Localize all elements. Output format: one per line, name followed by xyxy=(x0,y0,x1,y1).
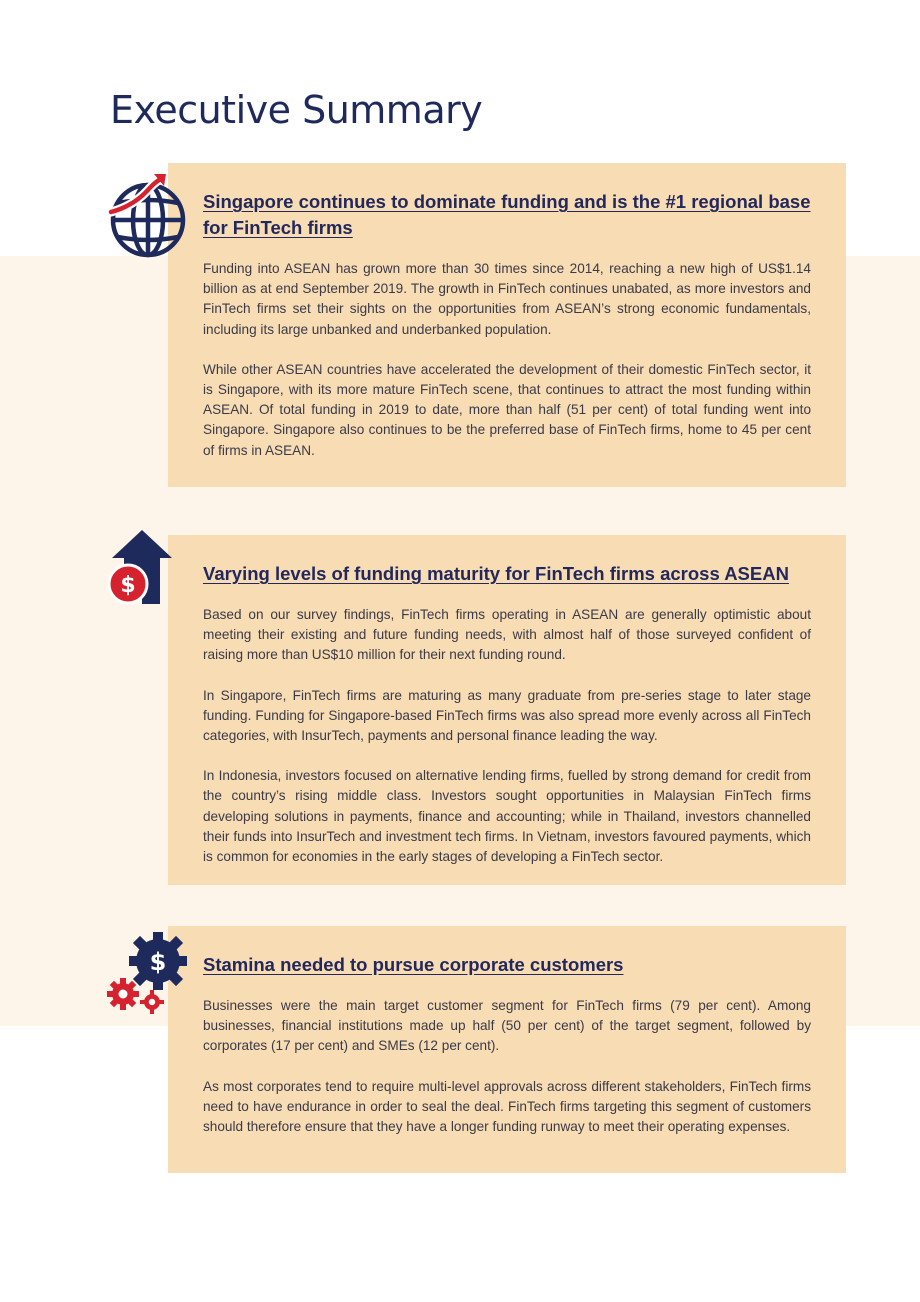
page-title: Executive Summary xyxy=(110,88,483,132)
globe-growth-icon xyxy=(107,170,189,260)
dollar-gears-icon xyxy=(106,926,190,1018)
summary-card-corporate-customers xyxy=(168,926,846,1173)
section-heading: Singapore continues to dominate funding and is the #1 regional base for FinTech firms xyxy=(203,191,811,238)
section-heading: Stamina needed to pursue corporate customers xyxy=(203,954,624,975)
dollar-glyph: $ xyxy=(120,573,136,598)
section-paragraph: Businesses were the main target customer segment for FinTech firms (79 per cent). Among businesses, financial institutions made up half (50 per cent) of the target segment, followed by corporates (17 per cent) and SMEs (12 per cent). xyxy=(203,998,811,1054)
dollar-glyph: $ xyxy=(149,948,167,976)
section-paragraph: Funding into ASEAN has grown more than 30 times since 2014, reaching a new high of US$1.14 billion as at end September 2019. The growth in FinTech continues unabated, as more investors and FinTech firms set their sights on the opportunities from ASEAN’s strong economic fundamentals, including its large unbanked and underbanked population. xyxy=(203,261,811,337)
dollar-up-arrow-icon xyxy=(104,528,178,608)
section-paragraph: As most corporates tend to require multi-level approvals across different stakeholders, FinTech firms need to have endurance in order to seal the deal. FinTech firms targeting this segment of customers should therefore ensure that they have a longer funding runway to meet their operating expenses. xyxy=(203,1078,811,1135)
section-paragraph: While other ASEAN countries have accelerated the development of their domestic FinTech sector, it is Singapore, with its more mature FinTech scene, that continues to attract the most funding within ASEAN. Of total funding in 2019 to date, more than half (51 per cent) of total funding went into Singapore. Singapore also continues to be the preferred base of FinTech firms, home to 45 per cent of firms in ASEAN. xyxy=(203,361,811,458)
section-heading: Varying levels of funding maturity for FinTech firms across ASEAN xyxy=(203,563,789,584)
summary-card-funding-maturity xyxy=(168,535,846,885)
section-paragraph: In Indonesia, investors focused on alternative lending firms, fuelled by strong demand for credit from the country’s rising middle class. Investors sought opportunities in Malaysian FinTech firms developing solutions in payments, finance and accounting; while in Thailand, investors channelled their funds into InsurTech and investment tech firms. In Vietnam, investors favoured payments, which is common for economies in the early stages of developing a FinTech sector. xyxy=(203,768,811,865)
section-paragraph: Based on our survey findings, FinTech firms operating in ASEAN are generally optimistic about meeting their existing and future funding needs, with almost half of those surveyed confident of raising more than US$10 million for their next funding round. xyxy=(203,607,811,663)
section-paragraph: In Singapore, FinTech firms are maturing as many graduate from pre-series stage to later stage funding. Funding for Singapore-based FinTech firms was also spread more evenly across all FinTech categories, with InsurTech, payments and personal finance leading the way. xyxy=(203,687,811,744)
summary-card-singapore xyxy=(168,163,846,487)
